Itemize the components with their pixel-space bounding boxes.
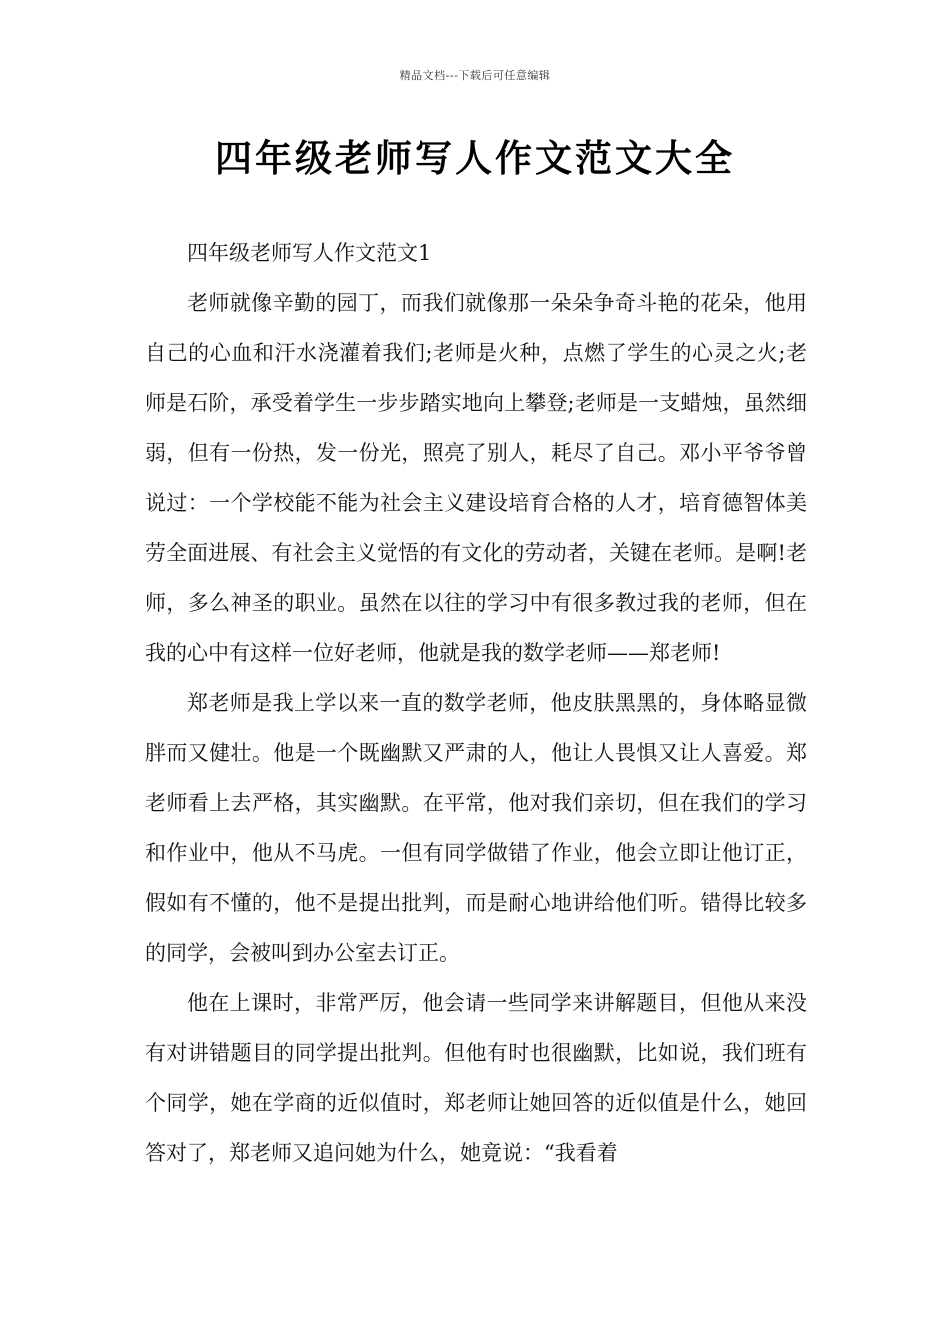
section-subtitle: 四年级老师写人作文范文1 xyxy=(187,241,432,265)
paragraph-2: 郑老师是我上学以来一直的数学老师，他皮肤黑黑的，身体略显微胖而又健壮。他是一个既幽默又严肃的人，他让人畏惧又让人喜爱。郑老师看上去严格，其实幽默。在平常，他对我们亲切，但在我们的学习和作业中，他从不马虎。一但有同学做错了作业，他会立即让他订正，假如有不懂的，他不是提出批判，而是耐心地讲给他们听。错得比较多的同学，会被叫到办公室去订正。 xyxy=(145,691,807,965)
paragraph-3: 他在上课时，非常严厉，他会请一些同学来讲解题目，但他从来没有对讲错题目的同学提出批判。但他有时也很幽默，比如说，我们班有个同学，她在学商的近似值时，郑老师让她回答的近似值是什么，她回答对了，郑老师又追问她为什么，她竟说：“我看着 xyxy=(145,991,807,1165)
header-note: 精品文档---下载后可任意编辑 xyxy=(399,69,551,82)
paragraph-1: 老师就像辛勤的园丁，而我们就像那一朵朵争奇斗艳的花朵，他用自己的心血和汗水浇灌着我们;老师是火种，点燃了学生的心灵之火;老师是石阶，承受着学生一步步踏实地向上攀登;老师是一支蜡烛，虽然细弱，但有一份热，发一份光，照亮了别人，耗尽了自己。邓小平爷爷曾说过：一个学校能不能为社会主义建设培育合格的人才，培育德智体美劳全面进展、有社会主义觉悟的有文化的劳动者，关键在老师。是啊!老师，多么神圣的职业。虽然在以往的学习中有很多教过我的老师，但在我的心中有这样一位好老师，他就是我的数学老师——郑老师! xyxy=(145,291,807,665)
document-title: 四年级老师写人作文范文大全 xyxy=(215,137,735,180)
document-body xyxy=(145,228,807,1178)
